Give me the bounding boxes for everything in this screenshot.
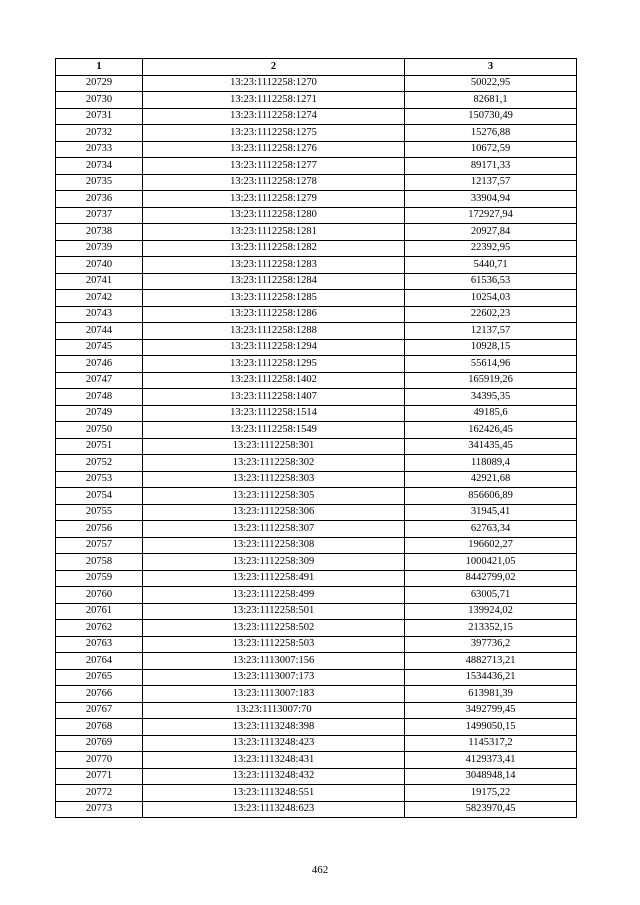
value-cell: 213352,15 — [405, 620, 577, 637]
row-number-cell: 20771 — [56, 768, 143, 785]
cadastral-number-cell: 13:23:1113248:431 — [143, 752, 405, 769]
table-row — [56, 554, 577, 571]
table-row — [56, 719, 577, 736]
table-row — [56, 323, 577, 340]
value-cell: 63005,71 — [405, 587, 577, 604]
row-number-cell: 20743 — [56, 306, 143, 323]
value-cell: 62763,34 — [405, 521, 577, 538]
cadastral-number-cell: 13:23:1112258:1277 — [143, 158, 405, 175]
cadastral-number-cell: 13:23:1112258:307 — [143, 521, 405, 538]
row-number-cell: 20767 — [56, 702, 143, 719]
table-row — [56, 669, 577, 686]
table-header-row — [56, 59, 577, 76]
cadastral-number-cell: 13:23:1113007:70 — [143, 702, 405, 719]
cadastral-number-cell: 13:23:1112258:1279 — [143, 191, 405, 208]
table-row — [56, 389, 577, 406]
cadastral-number-cell: 13:23:1112258:1294 — [143, 339, 405, 356]
cadastral-number-cell: 13:23:1112258:302 — [143, 455, 405, 472]
value-cell: 5440,71 — [405, 257, 577, 274]
value-cell: 34395,35 — [405, 389, 577, 406]
table-row — [56, 570, 577, 587]
table-row — [56, 125, 577, 142]
value-cell: 33904,94 — [405, 191, 577, 208]
value-cell: 20927,84 — [405, 224, 577, 241]
cadastral-number-cell: 13:23:1112258:306 — [143, 504, 405, 521]
cadastral-number-cell: 13:23:1112258:1549 — [143, 422, 405, 439]
row-number-cell: 20730 — [56, 92, 143, 109]
row-number-cell: 20754 — [56, 488, 143, 505]
value-cell: 165919,26 — [405, 372, 577, 389]
value-cell: 61536,53 — [405, 273, 577, 290]
row-number-cell: 20752 — [56, 455, 143, 472]
table-row — [56, 257, 577, 274]
table-row — [56, 471, 577, 488]
cadastral-number-cell: 13:23:1113248:398 — [143, 719, 405, 736]
value-cell: 162426,45 — [405, 422, 577, 439]
table-row — [56, 521, 577, 538]
value-cell: 3492799,45 — [405, 702, 577, 719]
value-cell: 12137,57 — [405, 323, 577, 340]
data-table — [55, 58, 577, 818]
table-row — [56, 768, 577, 785]
table-body — [56, 75, 577, 818]
cadastral-number-cell: 13:23:1112258:1275 — [143, 125, 405, 142]
row-number-cell: 20748 — [56, 389, 143, 406]
table-row — [56, 339, 577, 356]
cadastral-number-cell: 13:23:1113248:623 — [143, 801, 405, 818]
table-row — [56, 92, 577, 109]
value-cell: 42921,68 — [405, 471, 577, 488]
value-cell: 139924,02 — [405, 603, 577, 620]
table-row — [56, 686, 577, 703]
value-cell: 1499050,15 — [405, 719, 577, 736]
value-cell: 31945,41 — [405, 504, 577, 521]
row-number-cell: 20773 — [56, 801, 143, 818]
value-cell: 55614,96 — [405, 356, 577, 373]
row-number-cell: 20744 — [56, 323, 143, 340]
table-row — [56, 438, 577, 455]
row-number-cell: 20737 — [56, 207, 143, 224]
cadastral-number-cell: 13:23:1112258:303 — [143, 471, 405, 488]
value-cell: 10254,03 — [405, 290, 577, 307]
cadastral-number-cell: 13:23:1113248:432 — [143, 768, 405, 785]
row-number-cell: 20747 — [56, 372, 143, 389]
table-row — [56, 273, 577, 290]
cadastral-number-cell: 13:23:1113007:183 — [143, 686, 405, 703]
table-row — [56, 240, 577, 257]
cadastral-number-cell: 13:23:1112258:1271 — [143, 92, 405, 109]
cadastral-number-cell: 13:23:1112258:301 — [143, 438, 405, 455]
cadastral-number-cell: 13:23:1113007:173 — [143, 669, 405, 686]
value-cell: 1534436,21 — [405, 669, 577, 686]
cadastral-number-cell: 13:23:1112258:501 — [143, 603, 405, 620]
cadastral-number-cell: 13:23:1112258:309 — [143, 554, 405, 571]
cadastral-number-cell: 13:23:1113248:551 — [143, 785, 405, 802]
row-number-cell: 20732 — [56, 125, 143, 142]
table-row — [56, 422, 577, 439]
row-number-cell: 20741 — [56, 273, 143, 290]
cadastral-number-cell: 13:23:1112258:1402 — [143, 372, 405, 389]
table-row — [56, 702, 577, 719]
value-cell: 856606,89 — [405, 488, 577, 505]
value-cell: 19175,22 — [405, 785, 577, 802]
cadastral-number-cell: 13:23:1113007:156 — [143, 653, 405, 670]
value-cell: 12137,57 — [405, 174, 577, 191]
table-row — [56, 653, 577, 670]
cadastral-number-cell: 13:23:1112258:1286 — [143, 306, 405, 323]
value-cell: 3048948,14 — [405, 768, 577, 785]
value-cell: 89171,33 — [405, 158, 577, 175]
row-number-cell: 20760 — [56, 587, 143, 604]
cadastral-number-cell: 13:23:1112258:305 — [143, 488, 405, 505]
table-row — [56, 587, 577, 604]
row-number-cell: 20739 — [56, 240, 143, 257]
table-row — [56, 306, 577, 323]
row-number-cell: 20738 — [56, 224, 143, 241]
value-cell: 1145317,2 — [405, 735, 577, 752]
row-number-cell: 20770 — [56, 752, 143, 769]
value-cell: 172927,94 — [405, 207, 577, 224]
page-number: 462 — [311, 864, 329, 876]
value-cell: 5823970,45 — [405, 801, 577, 818]
column-header-1: 1 — [56, 59, 143, 76]
row-number-cell: 20764 — [56, 653, 143, 670]
row-number-cell: 20750 — [56, 422, 143, 439]
cadastral-number-cell: 13:23:1112258:1274 — [143, 108, 405, 125]
row-number-cell: 20735 — [56, 174, 143, 191]
table-row — [56, 207, 577, 224]
table-row — [56, 455, 577, 472]
row-number-cell: 20759 — [56, 570, 143, 587]
cadastral-number-cell: 13:23:1113248:423 — [143, 735, 405, 752]
value-cell: 49185,6 — [405, 405, 577, 422]
value-cell: 22392,95 — [405, 240, 577, 257]
table-row — [56, 405, 577, 422]
table-row — [56, 372, 577, 389]
value-cell: 1000421,05 — [405, 554, 577, 571]
cadastral-number-cell: 13:23:1112258:1295 — [143, 356, 405, 373]
row-number-cell: 20755 — [56, 504, 143, 521]
row-number-cell: 20731 — [56, 108, 143, 125]
cadastral-number-cell: 13:23:1112258:1282 — [143, 240, 405, 257]
cadastral-number-cell: 13:23:1112258:1407 — [143, 389, 405, 406]
table-row — [56, 504, 577, 521]
value-cell: 22602,23 — [405, 306, 577, 323]
cadastral-number-cell: 13:23:1112258:1281 — [143, 224, 405, 241]
row-number-cell: 20749 — [56, 405, 143, 422]
table-row — [56, 290, 577, 307]
cadastral-number-cell: 13:23:1112258:1270 — [143, 75, 405, 92]
cadastral-number-cell: 13:23:1112258:499 — [143, 587, 405, 604]
row-number-cell: 20753 — [56, 471, 143, 488]
cadastral-number-cell: 13:23:1112258:503 — [143, 636, 405, 653]
cadastral-number-cell: 13:23:1112258:1283 — [143, 257, 405, 274]
row-number-cell: 20734 — [56, 158, 143, 175]
value-cell: 50022,95 — [405, 75, 577, 92]
row-number-cell: 20762 — [56, 620, 143, 637]
table-row — [56, 537, 577, 554]
table-row — [56, 174, 577, 191]
value-cell: 196602,27 — [405, 537, 577, 554]
column-header-2: 2 — [143, 59, 405, 76]
table-row — [56, 356, 577, 373]
table-row — [56, 735, 577, 752]
row-number-cell: 20758 — [56, 554, 143, 571]
cadastral-number-cell: 13:23:1112258:308 — [143, 537, 405, 554]
row-number-cell: 20772 — [56, 785, 143, 802]
value-cell: 4129373,41 — [405, 752, 577, 769]
row-number-cell: 20769 — [56, 735, 143, 752]
table-row — [56, 224, 577, 241]
table-row — [56, 785, 577, 802]
table-row — [56, 620, 577, 637]
table-row — [56, 603, 577, 620]
column-header-3: 3 — [405, 59, 577, 76]
cadastral-number-cell: 13:23:1112258:1284 — [143, 273, 405, 290]
row-number-cell: 20761 — [56, 603, 143, 620]
table-row — [56, 488, 577, 505]
value-cell: 82681,1 — [405, 92, 577, 109]
table-row — [56, 752, 577, 769]
row-number-cell: 20745 — [56, 339, 143, 356]
table-row — [56, 801, 577, 818]
value-cell: 8442799,02 — [405, 570, 577, 587]
value-cell: 150730,49 — [405, 108, 577, 125]
value-cell: 10672,59 — [405, 141, 577, 158]
row-number-cell: 20733 — [56, 141, 143, 158]
cadastral-number-cell: 13:23:1112258:1288 — [143, 323, 405, 340]
row-number-cell: 20763 — [56, 636, 143, 653]
table-row — [56, 636, 577, 653]
row-number-cell: 20746 — [56, 356, 143, 373]
cadastral-number-cell: 13:23:1112258:1276 — [143, 141, 405, 158]
table-row — [56, 158, 577, 175]
value-cell: 4882713,21 — [405, 653, 577, 670]
cadastral-number-cell: 13:23:1112258:491 — [143, 570, 405, 587]
row-number-cell: 20751 — [56, 438, 143, 455]
row-number-cell: 20756 — [56, 521, 143, 538]
value-cell: 341435,45 — [405, 438, 577, 455]
table-row — [56, 108, 577, 125]
cadastral-number-cell: 13:23:1112258:1280 — [143, 207, 405, 224]
table-row — [56, 191, 577, 208]
cadastral-number-cell: 13:23:1112258:1285 — [143, 290, 405, 307]
row-number-cell: 20729 — [56, 75, 143, 92]
table-row — [56, 141, 577, 158]
table-row — [56, 75, 577, 92]
value-cell: 613981,39 — [405, 686, 577, 703]
cadastral-number-cell: 13:23:1112258:502 — [143, 620, 405, 637]
cadastral-number-cell: 13:23:1112258:1514 — [143, 405, 405, 422]
row-number-cell: 20736 — [56, 191, 143, 208]
value-cell: 15276,88 — [405, 125, 577, 142]
row-number-cell: 20740 — [56, 257, 143, 274]
cadastral-number-cell: 13:23:1112258:1278 — [143, 174, 405, 191]
row-number-cell: 20757 — [56, 537, 143, 554]
value-cell: 10928,15 — [405, 339, 577, 356]
row-number-cell: 20768 — [56, 719, 143, 736]
row-number-cell: 20742 — [56, 290, 143, 307]
value-cell: 397736,2 — [405, 636, 577, 653]
row-number-cell: 20765 — [56, 669, 143, 686]
value-cell: 118089,4 — [405, 455, 577, 472]
row-number-cell: 20766 — [56, 686, 143, 703]
